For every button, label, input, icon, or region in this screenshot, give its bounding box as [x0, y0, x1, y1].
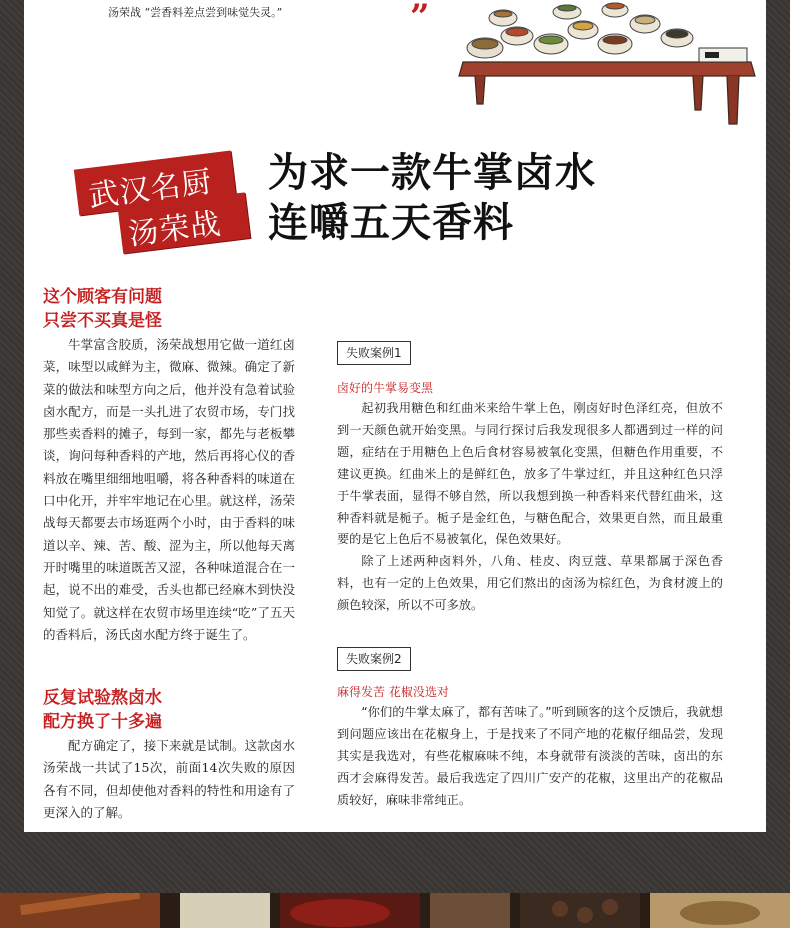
headline-line-1: 为求一款牛掌卤水 [268, 150, 596, 196]
spice-table-illustration [455, 0, 760, 128]
section2-title-line-2: 配方换了十多遍 [43, 712, 162, 732]
case1-subtitle: 卤好的牛掌易变黑 [337, 381, 434, 395]
quote-text: 汤荣战 “尝香料差点尝到味觉失灵。” [108, 6, 283, 19]
case1-body [337, 398, 723, 617]
case2-subtitle: 麻得发苦 花椒没选对 [337, 685, 449, 699]
section1-title [43, 285, 162, 333]
quote-mark: ” [410, 0, 430, 37]
section2-title [43, 686, 162, 734]
spice-photo-strip [0, 893, 790, 928]
case1-label: 失败案例1 [337, 341, 411, 365]
case1-paragraph-1: 起初我用糖色和红曲米来给牛掌上色，刚卤好时色泽红亮，但放不到一天颜色就开始变黑。与同行探讨后我发现很多人都遇到过一样的问题，症结在于用糖色上色后食材容易被氧化变黑，但糖色作用重要，不建议更换。红曲米上的是鲜红色，放多了牛掌过红，并且这种红色只浮于牛掌表面，显得不够自然，所以我想到换一种香料来代替红曲米，这种香料就是栀子。栀子是金红色，与糖色配合，效果更自然，而且最重要的是它上色后不易被氧化，保色效果好。 [337, 401, 723, 547]
chef-name-stamp [76, 158, 248, 253]
case2-paragraph-1: “你们的牛掌太麻了，都有苦味了。”听到顾客的这个反馈后，我就想到问题应该出在花椒身上，于是找来了不同产地的花椒仔细品尝，发现其实是我选对，有些花椒麻味不纯，本身就带有淡淡的苦味，卤出的东西才会麻得发苦。最后我选定了四川广安产的花椒，这里出产的花椒品质较好，麻味非常纯正。 [337, 705, 723, 807]
stamp-text-name: 汤荣战 [126, 206, 224, 253]
section1-body: 牛掌富含胶质，汤荣战想用它做一道红卤菜，味型以咸鲜为主，微麻、微辣。确定了新菜的做法和味型方向之后，他并没有急着试验卤水配方，而是一头扎进了农贸市场，专门找那些卖香料的摊子，每到一家，都先与老板攀谈，询问每种香料的产地，然后再将心仪的香料放在嘴里细细地咀嚼，将各种香料的味道在口中化开，并牢牢地记在心里。就这样，汤荣战每天都要去市场逛两个小时，由于香料的味道以辛、辣、苦、酸、涩为主，所以他每天离开时嘴里的味道既苦又涩，各种味道混合在一起，说不出的难受，舌头也都已经麻木到快没知觉了。就这样在农贸市场里连续“吃”了五天的香料后，汤氏卤水配方终于诞生了。 [43, 337, 295, 642]
section2-title-line-1: 反复试验熬卤水 [43, 688, 162, 708]
case2-label: 失败案例2 [337, 647, 411, 671]
stamp-text-city: 武汉名厨 [86, 164, 215, 215]
headline-line-2: 连嚼五天香料 [268, 200, 514, 246]
article-headline [268, 148, 596, 248]
case1-paragraph-2: 除了上述两种卤料外，八角、桂皮、肉豆蔻、草果都属于深色香料，也有一定的上色效果，用它们熬出的卤汤为棕红色，为食材渡上的颜色较深，所以不可多放。 [337, 554, 723, 613]
section1-title-line-2: 只尝不买真是怪 [43, 311, 162, 331]
case2-body [337, 702, 723, 812]
section1-title-line-1: 这个顾客有问题 [43, 287, 162, 307]
section2-body: 配方确定了，接下来就是试制。这款卤水汤荣战一共试了15次，前面14次失败的原因各有不同，但却使他对香料的特性和用途有了更深入的了解。 [43, 738, 295, 820]
